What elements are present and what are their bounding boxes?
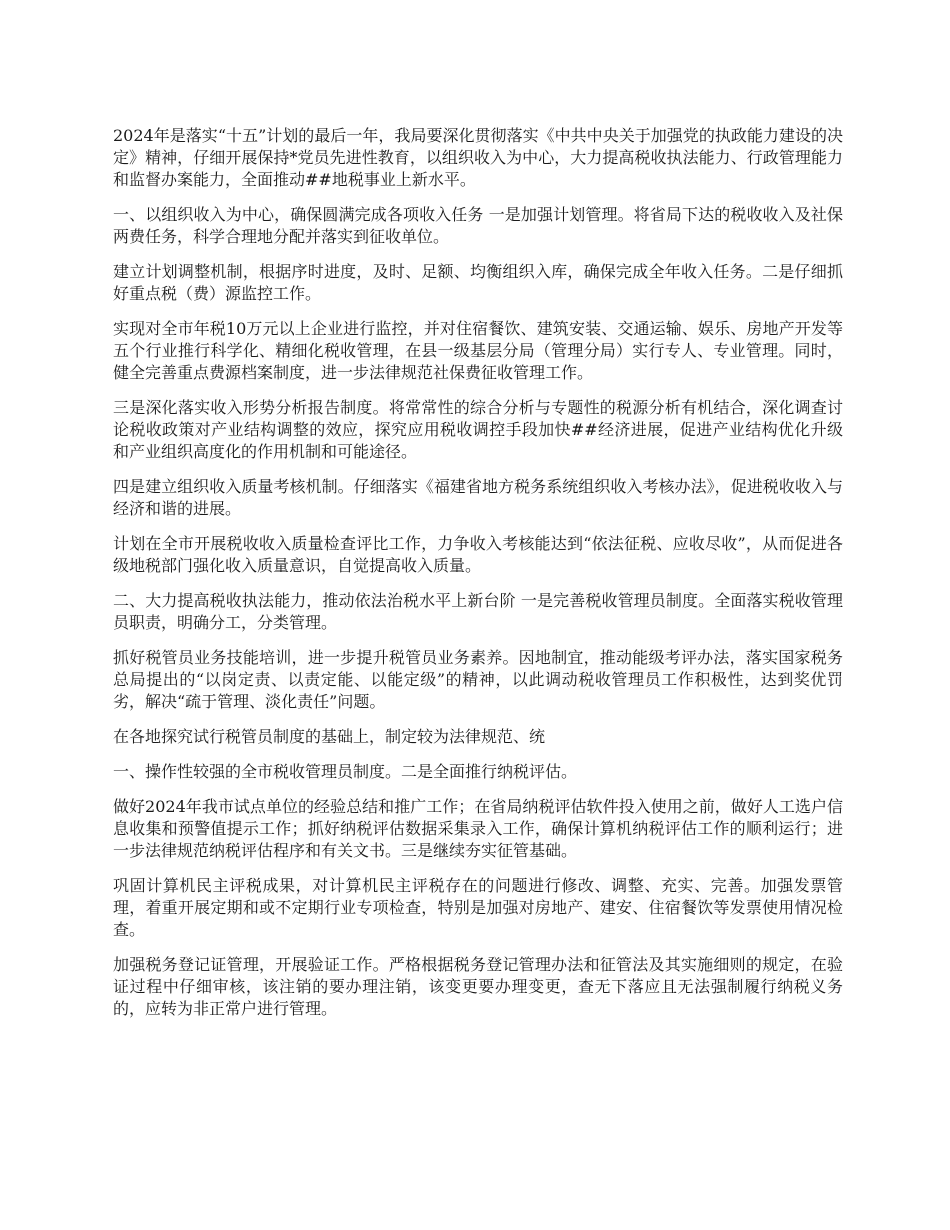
- paragraph-14: 加强税务登记证管理，开展验证工作。严格根据税务登记管理办法和征管法及其实施细则的规定，在验证过程中仔细审核，该注销的要办理注销，该变更要办理变更，查无下落应且无法强制履行纳税义务的，应转为非正常户进行管理。: [113, 955, 843, 1018]
- paragraph-4: 实现对全市年税10万元以上企业进行监控，并对住宿餐饮、建筑安装、交通运输、娱乐、房地产开发等五个行业推行科学化、精细化税收管理，在县一级基层分局（管理分局）实行专人、专业管理。同时，健全完善重点费源档案制度，进一步法律规范社保费征收管理工作。: [113, 319, 843, 382]
- paragraph-7: 计划在全市开展税收收入质量检查评比工作，力争收入考核能达到“依法征税、应收尽收”，从而促进各级地税部门强化收入质量意识，自觉提高收入质量。: [113, 534, 843, 575]
- paragraph-10: 在各地探究试行税管员制度的基础上，制定较为法律规范、统: [113, 727, 546, 746]
- document-body: [113, 125, 843, 1033]
- paragraph-9: 抓好税管员业务技能培训，进一步提升税管员业务素养。因地制宜，推动能级考评办法，落实国家税务总局提出的“以岗定责、以责定能、以能定级”的精神，以此调动税收管理员工作积极性，达到奖优罚劣，解决“疏于管理、淡化责任”问题。: [113, 648, 843, 711]
- paragraph-3: 建立计划调整机制，根据序时进度，及时、足额、均衡组织入库，确保完成全年收入任务。二是仔细抓好重点税（费）源监控工作。: [113, 262, 843, 303]
- paragraph-1: 2024年是落实“十五”计划的最后一年，我局要深化贯彻落实《中共中央关于加强党的执政能力建设的决定》精神，仔细开展保持*党员先进性教育，以组织收入为中心，大力提高税收执法能力、行政管理能力和监督办案能力，全面推动##地税事业上新水平。: [113, 126, 843, 189]
- paragraph-13: 巩固计算机民主评税成果，对计算机民主评税存在的问题进行修改、调整、充实、完善。加强发票管理，着重开展定期和或不定期行业专项检查，特别是加强对房地产、建安、住宿餐饮等发票使用情况检查。: [113, 876, 843, 939]
- paragraph-8: 二、大力提高税收执法能力，推动依法治税水平上新台阶 一是完善税收管理员制度。全面落实税收管理员职责，明确分工，分类管理。: [113, 591, 843, 632]
- paragraph-6: 四是建立组织收入质量考核机制。仔细落实《福建省地方税务系统组织收入考核办法》，促进税收收入与经济和谐的进展。: [113, 477, 843, 518]
- paragraph-5: 三是深化落实收入形势分析报告制度。将常常性的综合分析与专题性的税源分析有机结合，深化调查讨论税收政策对产业结构调整的效应，探究应用税收调控手段加快##经济进展，促进产业结构优化升级和产业组织高度化的作用机制和可能途径。: [113, 398, 843, 461]
- paragraph-11: 一、操作性较强的全市税收管理员制度。二是全面推行纳税评估。: [113, 762, 578, 781]
- paragraph-12: 做好2024年我市试点单位的经验总结和推广工作；在省局纳税评估软件投入使用之前，做好人工选户信息收集和预警值提示工作；抓好纳税评估数据采集录入工作，确保计算机纳税评估工作的顺利运行；进一步法律规范纳税评估程序和有关文书。三是继续夯实征管基础。: [113, 797, 843, 860]
- paragraph-2: 一、以组织收入为中心，确保圆满完成各项收入任务 一是加强计划管理。将省局下达的税收收入及社保两费任务，科学合理地分配并落实到征收单位。: [113, 205, 843, 246]
